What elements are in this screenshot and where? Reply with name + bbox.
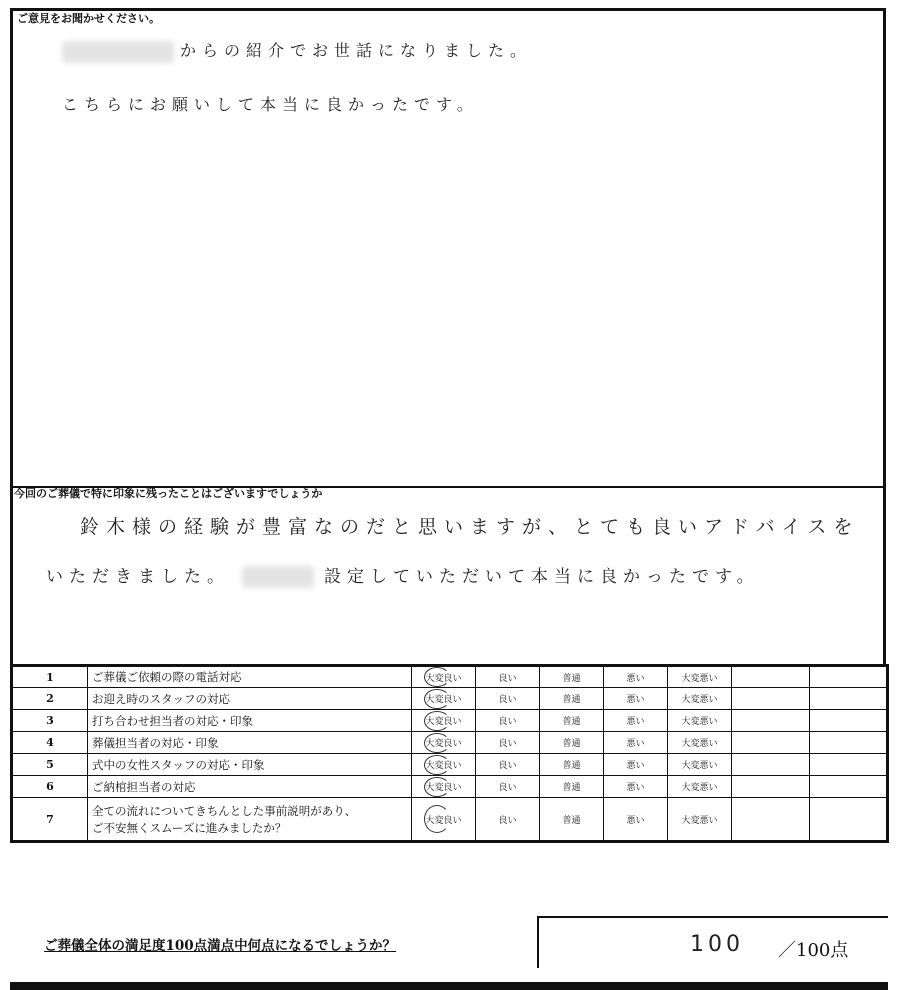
selected-mark-circle [424,777,450,797]
rating-option-label: 悪い [626,739,645,749]
blank-cell [810,776,888,798]
blank-cell [732,776,810,798]
rating-option-label: 大変悪い [681,815,718,826]
impression-line-2-end: 設定していただいて本当に良かったです。 [324,567,760,587]
rating-option[interactable] [668,798,732,842]
question-number: 5 [12,754,88,776]
impression-line-2-start: いただきました。 [46,567,230,587]
rating-option[interactable] [412,798,476,842]
rating-row [12,710,888,732]
rating-option[interactable] [604,732,668,754]
blank-cell [732,798,810,842]
rating-row [12,798,888,842]
comments-line-2: こちらにお願いして本当に良かったです。 [62,95,479,114]
rating-option-label: 普通 [562,695,581,705]
rating-option-label: 普通 [562,815,581,826]
rating-option-label: 大変悪い [681,761,718,771]
rating-option-label: 良い [498,815,517,826]
rating-option[interactable] [476,688,540,710]
rating-option-label: 悪い [626,717,645,727]
blank-cell [732,666,810,688]
blank-cell [810,732,888,754]
question-text: お迎え時のスタッフの対応 [88,688,412,710]
rating-option[interactable] [604,688,668,710]
rating-option-label: 大変良い [425,673,462,684]
rating-option-label: 悪い [626,815,645,826]
question-text [88,798,412,842]
redacted-text [242,566,314,588]
comments-section [10,8,886,486]
rating-option-label: 大変良い [425,783,462,793]
rating-option[interactable] [668,666,732,688]
rating-option-label: 良い [498,673,517,684]
rating-option[interactable] [540,666,604,688]
rating-option-label: 悪い [626,673,645,684]
rating-option[interactable] [476,732,540,754]
question-number: 3 [12,710,88,732]
rating-option-label: 大変悪い [681,739,718,749]
rating-option-label: 悪い [626,695,645,705]
score-value: 100 [690,932,744,957]
rating-option[interactable] [540,776,604,798]
rating-option[interactable] [668,754,732,776]
blank-cell [810,666,888,688]
ratings-table [10,664,889,843]
rating-option[interactable] [476,710,540,732]
rating-option[interactable] [540,688,604,710]
selected-mark-circle [424,711,450,731]
rating-option-label: 普通 [562,761,581,771]
rating-option[interactable] [540,798,604,842]
rating-option-label: 大変良い [425,815,462,826]
selected-mark-circle [424,733,450,753]
question-number: 7 [12,798,88,842]
rating-option[interactable] [668,776,732,798]
rating-option[interactable] [412,688,476,710]
rating-option[interactable] [412,710,476,732]
rating-option-label: 悪い [626,783,645,793]
comments-line-1-text: からの紹介でお世話になりました。 [180,41,533,60]
rating-option[interactable] [540,732,604,754]
rating-option[interactable] [604,754,668,776]
satisfaction-question: ご葬儀全体の満足度100点満点中何点になるでしょうか？ [44,938,397,954]
selected-mark-circle [424,805,450,833]
rating-option-label: 大変悪い [681,695,718,705]
rating-row [12,754,888,776]
rating-option-label: 普通 [562,673,581,684]
blank-cell [732,754,810,776]
question-number: 4 [12,732,88,754]
question-number: 2 [12,688,88,710]
rating-option-label: 大変良い [425,695,462,705]
rating-option-label: 普通 [562,717,581,727]
question-number: 1 [12,666,88,688]
rating-option-label: 悪い [626,761,645,771]
impression-line-2 [46,562,760,588]
rating-option-label: 良い [498,783,517,793]
question-text: ご葬儀ご依頼の際の電話対応 [88,666,412,688]
rating-option[interactable] [476,798,540,842]
rating-option[interactable] [412,666,476,688]
question-number: 6 [12,776,88,798]
blank-cell [810,754,888,776]
bottom-border [10,982,888,990]
question-text: ご納棺担当者の対応 [88,776,412,798]
question-text-line-2: ご不安無くスムーズに進みましたか？ [92,821,287,835]
selected-mark-circle [424,689,450,709]
rating-option[interactable] [476,776,540,798]
selected-mark-circle [424,755,450,775]
rating-option-label: 良い [498,717,517,727]
rating-option-label: 大変悪い [681,673,718,684]
question-text: 式中の女性スタッフの対応・印象 [88,754,412,776]
rating-option-label: 大変悪い [681,717,718,727]
rating-option[interactable] [668,732,732,754]
rating-option[interactable] [476,666,540,688]
rating-option[interactable] [604,710,668,732]
blank-cell [732,710,810,732]
rating-row [12,776,888,798]
rating-row [12,666,888,688]
comments-line-1 [62,38,532,63]
rating-option[interactable] [412,776,476,798]
impression-line-1: 鈴木様の経験が豊富なのだと思いますが、とても良いアドバイスを [80,516,860,538]
blank-cell [732,732,810,754]
blank-cell [810,710,888,732]
comments-label: ご意見をお聞かせください。 [17,12,160,25]
rating-row [12,732,888,754]
rating-option-label: 普通 [562,783,581,793]
redacted-name [62,41,174,63]
rating-option[interactable] [412,732,476,754]
rating-option[interactable] [476,754,540,776]
rating-option-label: 大変良い [425,739,462,749]
rating-option-label: 大変悪い [681,783,718,793]
rating-option[interactable] [412,754,476,776]
rating-option[interactable] [540,710,604,732]
blank-cell [810,688,888,710]
rating-option[interactable] [604,666,668,688]
selected-mark-circle [424,667,450,687]
question-text-line-1: 全ての流れについてきちんとした事前説明があり、 [92,804,357,818]
rating-option-label: 大変良い [425,717,462,727]
rating-row [12,688,888,710]
rating-option[interactable] [668,710,732,732]
rating-option-label: 良い [498,739,517,749]
rating-option-label: 良い [498,695,517,705]
rating-option[interactable] [604,798,668,842]
impression-label: 今回のご葬儀で特に印象に残ったことはございますでしょうか [14,487,323,500]
rating-option[interactable] [668,688,732,710]
blank-cell [810,798,888,842]
rating-option-label: 大変良い [425,761,462,771]
rating-option-label: 良い [498,761,517,771]
rating-option-label: 普通 [562,739,581,749]
score-max: ／100点 [778,940,849,961]
blank-cell [732,688,810,710]
rating-option[interactable] [540,754,604,776]
question-text: 葬儀担当者の対応・印象 [88,732,412,754]
question-text: 打ち合わせ担当者の対応・印象 [88,710,412,732]
rating-option[interactable] [604,776,668,798]
